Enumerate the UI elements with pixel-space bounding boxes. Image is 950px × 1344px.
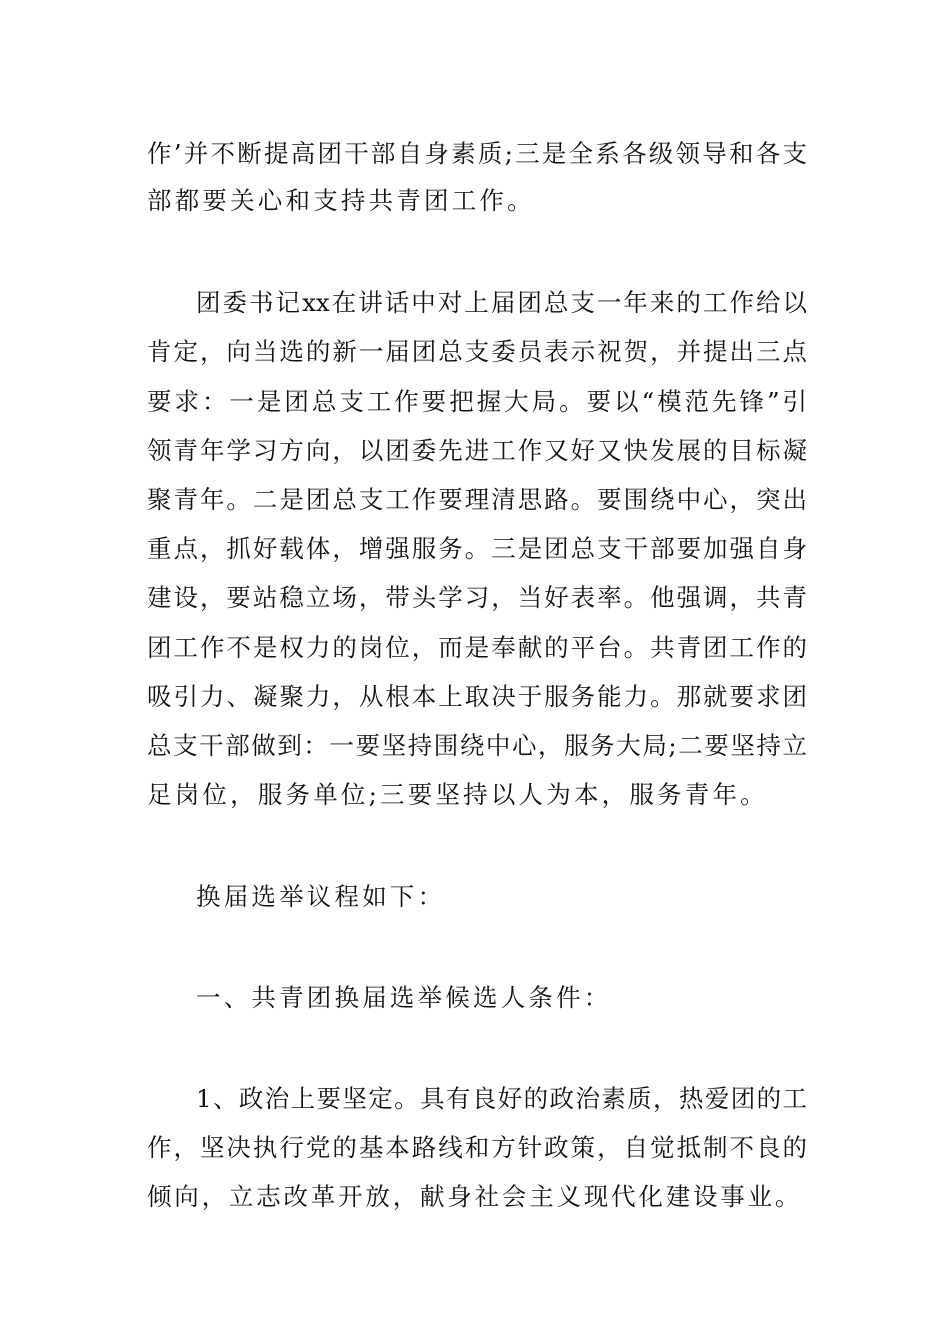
text-line: 一、共青团换届选举候选人条件： <box>196 983 612 1012</box>
text-line: 重点，抓好载体，增强服务。三是团总支干部要加强自身 <box>147 534 807 563</box>
text-line: 1、政治上要坚定。具有良好的政治素质，热爱团的工 <box>196 1084 807 1113</box>
text-line: 作’并不断提高团干部自身素质;三是全系各级领导和各支 <box>147 139 807 168</box>
text-line: 要求：一是团总支工作要把握大局。要以“模范先锋”引 <box>147 387 807 416</box>
text-line: 换届选举议程如下： <box>196 882 446 911</box>
text-line: 吸引力、凝聚力，从根本上取决于服务能力。那就要求团 <box>147 682 807 711</box>
text-line: 聚青年。二是团总支工作要理清思路。要围绕中心，突出 <box>147 485 807 514</box>
text-line: 足岗位，服务单位;三要坚持以人为本，服务青年。 <box>147 780 768 809</box>
text-line: 建设，要站稳立场，带头学习，当好表率。他强调，共青 <box>147 583 807 612</box>
text-line: 倾向，立志改革开放，献身社会主义现代化建设事业。 <box>147 1182 803 1211</box>
text-line: 总支干部做到：一要坚持围绕中心，服务大局;二要坚持立 <box>147 731 807 760</box>
text-line: 团委书记xx在讲话中对上届团总支一年来的工作给以 <box>196 288 807 317</box>
text-line: 部都要关心和支持共青团工作。 <box>147 186 535 215</box>
text-line: 肯定，向当选的新一届团总支委员表示祝贺，并提出三点 <box>147 337 807 366</box>
text-line: 团工作不是权力的岗位，而是奉献的平台。共青团工作的 <box>147 633 807 662</box>
text-line: 作，坚决执行党的基本路线和方针政策，自觉抵制不良的 <box>147 1133 807 1162</box>
text-line: 领青年学习方向，以团委先进工作又好又快发展的目标凝 <box>147 436 807 465</box>
